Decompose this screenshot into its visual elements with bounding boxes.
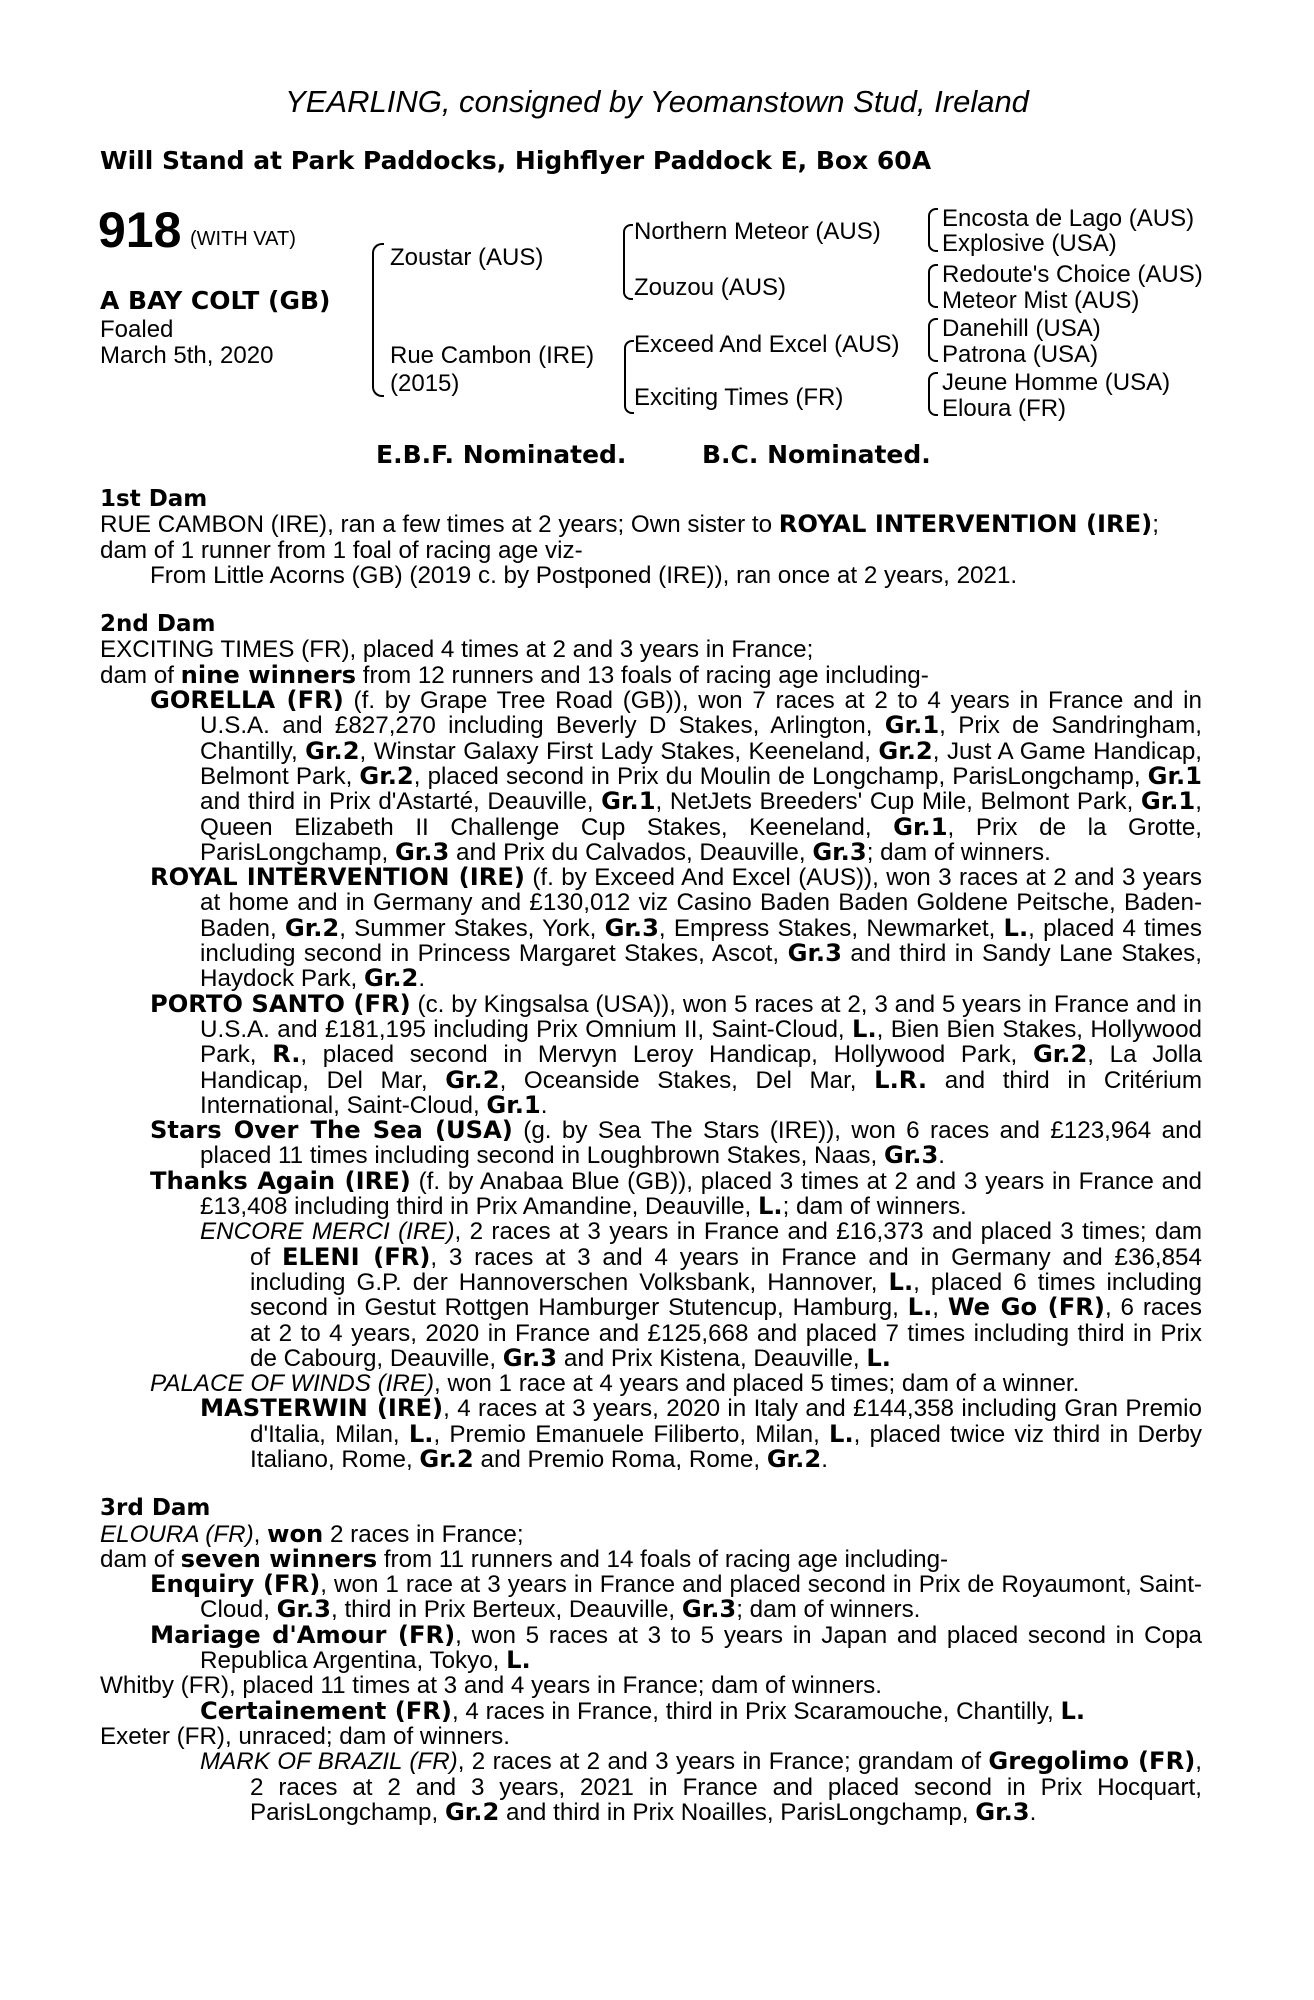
pedigree-dam: Rue Cambon (IRE)	[390, 342, 595, 369]
pedigree-brace-sire	[623, 224, 633, 300]
pedigree-sire: Zoustar (AUS)	[390, 244, 544, 271]
second-dam-line: EXCITING TIMES (FR), placed 4 times at 2 and 3 years in France;	[100, 636, 814, 664]
pedigree-g4-8: Eloura (FR)	[942, 395, 1067, 422]
produce-thanks-again: Thanks Again (IRE) (f. by Anabaa Blue (GB)), placed 3 times at 2 and 3 years in France and £13,408 including third in Prix Amandine, Deauville, L.; dam of winners.	[150, 1166, 1202, 1221]
produce-encore-merci: ENCORE MERCI (IRE), 2 races at 3 years in France and £16,373 and placed 3 times; dam of ELENI (FR), 3 races at 3 and 4 years in France and in Germany and £36,854 including G.P. der Hannoverschen Volksbank, Hannover, L., placed 6 times including second in Gestut Rottgen Hamburger Stutencup, Hamburg, L., We Go (FR), 6 races at 2 to 4 years, 2020 in France and £125,668 and placed 7 times including third in Prix de Cabourg, Deauville, Gr.3 and Prix Kistena, Deauville, L.	[200, 1218, 1202, 1372]
third-dam-line: ELOURA (FR), won 2 races in France;	[100, 1519, 524, 1548]
produce-masterwin: MASTERWIN (IRE), 4 races at 3 years, 2020 in Italy and £144,358 including Gran Premio d'Italia, Milan, L., Premio Emanuele Filiberto, Milan, L., placed twice viz third in Derby Italiano, Rome, Gr.2 and Premio Roma, Rome, Gr.2.	[200, 1394, 1203, 1473]
foaled-label: Foaled	[100, 316, 174, 343]
produce-stars-over-the-sea: Stars Over The Sea (USA) (g. by Sea The Stars (IRE)), won 6 races and £123,964 and placed 11 times including second in Loughbrown Stakes, Naas, Gr.3.	[150, 1116, 1202, 1170]
pedigree-brace-g4-1	[928, 208, 938, 252]
produce-royal-intervention: ROYAL INTERVENTION (IRE) (f. by Exceed And Excel (AUS)), won 3 races at 2 and 3 years at home and in Germany and £130,012 viz Casino Baden Baden Goldene Peitsche, Baden-Baden, Gr.2, Summer Stakes, York, Gr.3, Empress Stakes, Newmarket, L., placed 4 times including second in Princess Margaret Stakes, Ascot, Gr.3 and third in Sandy Lane Stakes, Haydock Park, Gr.2.	[150, 863, 1202, 993]
ebf-nomination: E.B.F. Nominated.	[376, 440, 627, 469]
pedigree-g4-6: Patrona (USA)	[942, 341, 1099, 368]
foaled-date: March 5th, 2020	[100, 342, 274, 369]
produce-exeter: Exeter (FR), unraced; dam of winners.	[100, 1722, 510, 1750]
catalogue-body	[100, 487, 1202, 1825]
pedigree-g4-3: Redoute's Choice (AUS)	[942, 261, 1203, 288]
pedigree-g4-2: Explosive (USA)	[942, 230, 1117, 257]
pedigree-brace-g4-4	[928, 372, 938, 416]
first-dam-text: RUE CAMBON (IRE), ran a few times at 2 years; Own sister to ROYAL INTERVENTION (IRE);	[100, 510, 1159, 539]
pedigree-g4-4: Meteor Mist (AUS)	[942, 287, 1140, 314]
third-dam-heading: 3rd Dam	[100, 1495, 211, 1522]
produce-enquiry: Enquiry (FR), won 1 race at 3 years in France and placed second in Prix de Royaumont, Saint-Cloud, Gr.3, third in Prix Berteux, Deauville, Gr.3; dam of winners.	[150, 1570, 1202, 1624]
pedigree-brace-dam	[624, 340, 634, 414]
pedigree-g4-7: Jeune Homme (USA)	[942, 369, 1171, 396]
sister-name: ROYAL INTERVENTION (IRE)	[778, 510, 1153, 539]
produce-gorella: GORELLA (FR) (f. by Grape Tree Road (GB)), won 7 races at 2 to 4 years in France and in U.S.A. and £827,270 including Beverly D Stakes, Arlington, Gr.1, Prix de Sandringham, Chantilly, Gr.2, Winstar Galaxy First Lady Stakes, Keeneland, Gr.2, Just A Game Handicap, Belmont Park, Gr.2, placed second in Prix du Moulin de Longchamp, ParisLongchamp, Gr.1 and third in Prix d'Astarté, Deauville, Gr.1, NetJets Breeders' Cup Mile, Belmont Park, Gr.1, Queen Elizabeth II Challenge Cup Stakes, Keeneland, Gr.1, Prix de la Grotte, ParisLongchamp, Gr.3 and Prix du Calvados, Deauville, Gr.3; dam of winners.	[150, 686, 1203, 866]
bc-nomination: B.C. Nominated.	[702, 440, 931, 469]
lot-number: 918	[98, 202, 182, 258]
pedigree-dam-dam: Exciting Times (FR)	[634, 384, 844, 411]
pedigree-dam-year: (2015)	[390, 370, 460, 397]
vat-note: (WITH VAT)	[190, 228, 296, 250]
second-dam-heading: 2nd Dam	[100, 611, 216, 638]
produce-mark-of-brazil: MARK OF BRAZIL (FR), 2 races at 2 and 3 years in France; grandam of Gregolimo (FR), 2 races at 2 and 3 years, 2021 in France and placed second in Prix Hocquart, ParisLongchamp, Gr.2 and third in Prix Noailles, ParisLongchamp, Gr.3.	[200, 1747, 1202, 1826]
first-dam-produce: dam of 1 runner from 1 foal of racing age viz-	[100, 536, 583, 564]
pedigree-dam-sire: Exceed And Excel (AUS)	[634, 331, 900, 358]
pedigree-brace-g4-3	[928, 318, 938, 362]
lot-description: A BAY COLT (GB)	[100, 286, 331, 315]
third-dam-produce: dam of seven winners from 11 runners and 14 foals of racing age including-	[100, 1544, 949, 1573]
produce-mariage-damour: Mariage d'Amour (FR), won 5 races at 3 to 5 years in Japan and placed second in Copa Republica Argentina, Tokyo, L.	[150, 1620, 1203, 1675]
page-title: YEARLING, consigned by Yeomanstown Stud, Ireland	[285, 84, 1029, 119]
pedigree-sire-sire: Northern Meteor (AUS)	[634, 218, 881, 245]
first-dam-foal: From Little Acorns (GB) (2019 c. by Postponed (IRE)), ran once at 2 years, 2021.	[150, 561, 1018, 589]
produce-whitby: Whitby (FR), placed 11 times at 3 and 4 years in France; dam of winners.	[100, 1672, 882, 1700]
second-dam-produce: dam of nine winners from 12 runners and 13 foals of racing age including-	[100, 660, 929, 689]
pedigree-sire-dam: Zouzou (AUS)	[634, 274, 787, 301]
pedigree-g4-5: Danehill (USA)	[942, 315, 1101, 342]
pedigree-g4-1: Encosta de Lago (AUS)	[942, 205, 1195, 232]
pedigree-brace-main	[372, 243, 384, 397]
produce-porto-santo: PORTO SANTO (FR) (c. by Kingsalsa (USA)), won 5 races at 2, 3 and 5 years in France and in U.S.A. and £181,195 including Prix Omnium II, Saint-Cloud, L., Bien Bien Stakes, Hollywood Park, R., placed second in Mervyn Leroy Handicap, Hollywood Park, Gr.2, La Jolla Handicap, Del Mar, Gr.2, Oceanside Stakes, Del Mar, L.R. and third in Critérium International, Saint-Cloud, Gr.1.	[150, 989, 1202, 1119]
first-dam-heading: 1st Dam	[100, 486, 208, 512]
produce-palace-of-winds: PALACE OF WINDS (IRE), won 1 race at 4 years and placed 5 times; dam of a winner.	[150, 1370, 1080, 1398]
pedigree-brace-g4-2	[928, 264, 938, 308]
produce-certainement: Certainement (FR), 4 races in France, third in Prix Scaramouche, Chantilly, L.	[200, 1696, 1086, 1725]
stand-location: Will Stand at Park Paddocks, Highflyer Paddock E, Box 60A	[100, 146, 932, 175]
